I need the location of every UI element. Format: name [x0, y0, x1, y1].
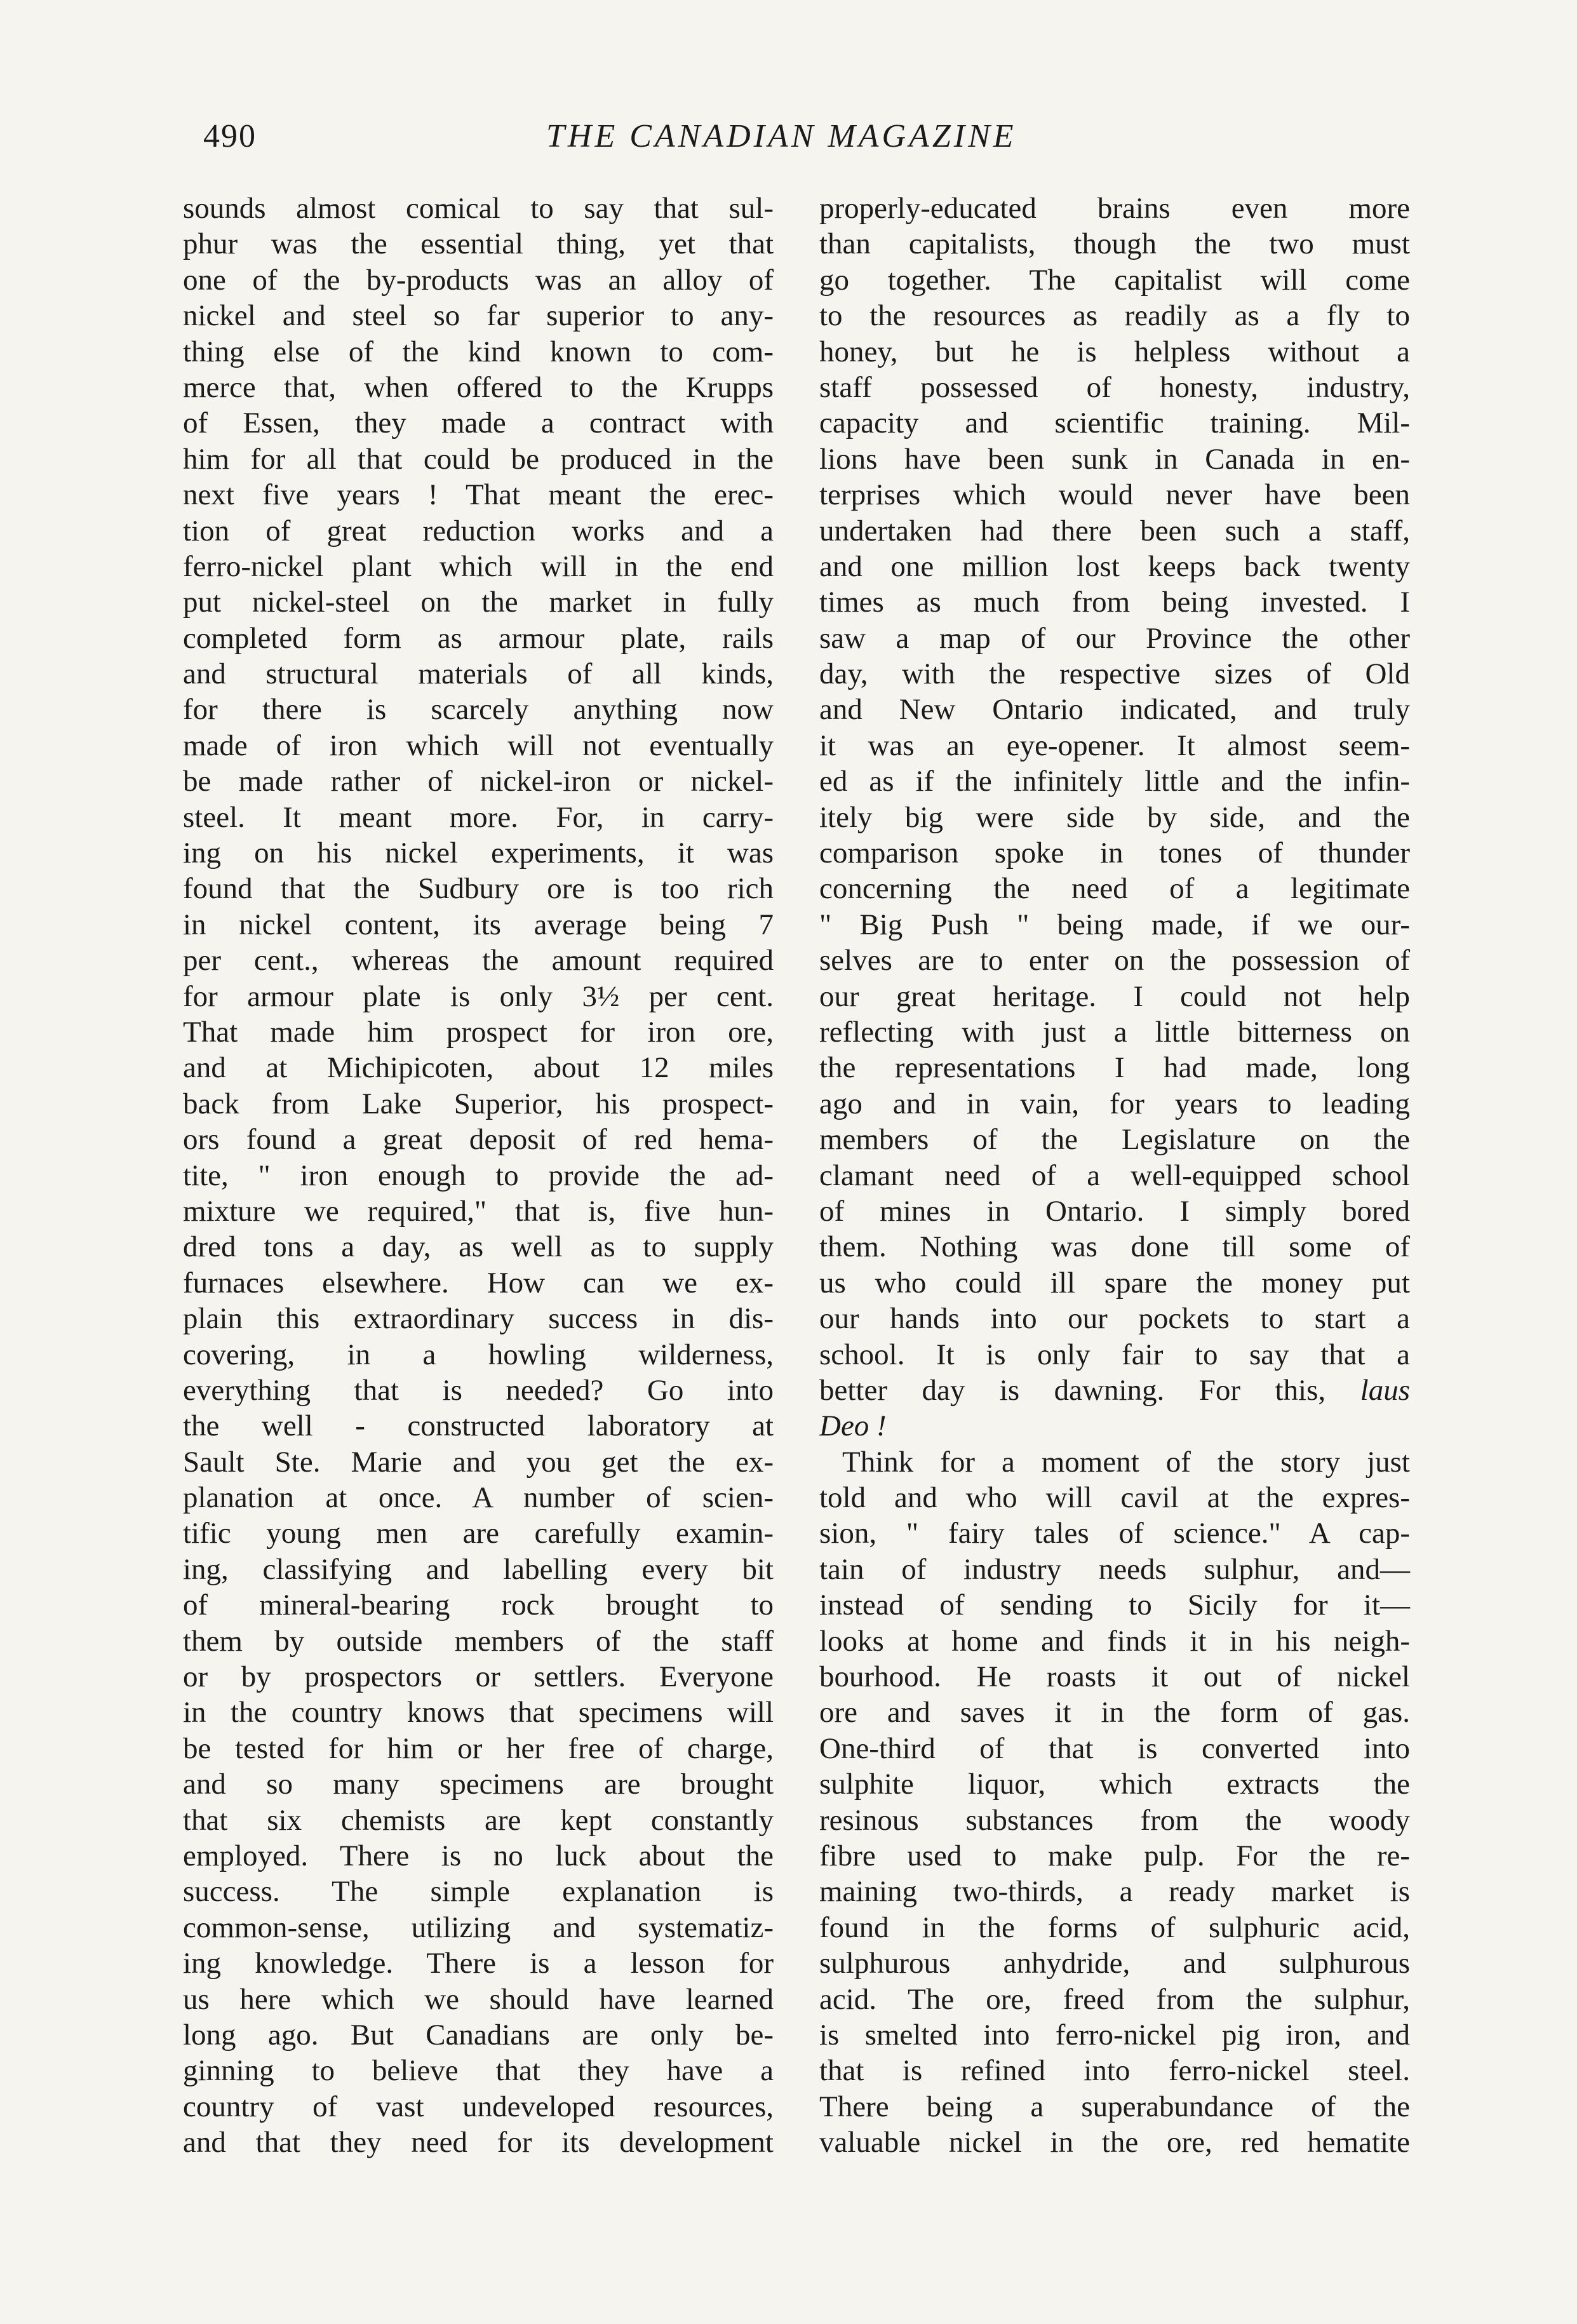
- page-header: [203, 118, 1410, 162]
- text-line: the well - constructed laboratory at: [183, 1409, 774, 1443]
- text-line: tion of great reduction works and a: [183, 514, 774, 547]
- text-line: bourhood. He roasts it out of nickel: [819, 1660, 1410, 1694]
- text-line: ore and saves it in the form of gas.: [819, 1696, 1410, 1730]
- text-line: made of iron which will not eventually: [183, 729, 774, 762]
- text-line: of mineral-bearing rock brought to: [183, 1589, 774, 1622]
- text-line: of mines in Ontario. I simply bored: [819, 1194, 1410, 1228]
- italic-phrase: laus: [1360, 1373, 1410, 1407]
- text-line: planation at once. A number of scien-: [183, 1481, 774, 1515]
- text-line: tain of industry needs sulphur, and—: [819, 1552, 1410, 1586]
- text-line: resinous substances from the woody: [819, 1803, 1410, 1837]
- text-line: day, with the respective sizes of Old: [819, 657, 1410, 691]
- text-line: one of the by-products was an alloy of: [183, 263, 774, 297]
- text-line: sounds almost comical to say that sul-: [183, 192, 774, 225]
- text-line: plain this extraordinary success in dis-: [183, 1302, 774, 1336]
- text-fragment: better day is dawning. For this,: [819, 1373, 1360, 1407]
- text-line: maining two-thirds, a ready market is: [819, 1875, 1410, 1909]
- text-line: [819, 1373, 1410, 1408]
- text-line: tite, " iron enough to provide the ad-: [183, 1159, 774, 1192]
- text-line: our hands into our pockets to start a: [819, 1302, 1410, 1336]
- text-line: reflecting with just a little bitterness on: [819, 1015, 1410, 1049]
- text-line: One-third of that is converted into: [819, 1731, 1410, 1765]
- text-line: that six chemists are kept constantly: [183, 1803, 774, 1837]
- text-line: phur was the essential thing, yet that: [183, 227, 774, 261]
- text-line: dred tons a day, as well as to supply: [183, 1230, 774, 1264]
- text-line: in the country knows that specimens will: [183, 1696, 774, 1730]
- text-line: Deo !: [819, 1409, 887, 1443]
- right-column: [819, 191, 1410, 2160]
- text-line: them. Nothing was done till some of: [819, 1230, 1410, 1264]
- text-line: country of vast undeveloped resources,: [183, 2090, 774, 2123]
- text-line: capacity and scientific training. Mil-: [819, 406, 1410, 440]
- text-line: that is refined into ferro-nickel steel.: [819, 2054, 1410, 2088]
- text-line: tific young men are carefully examin-: [183, 1517, 774, 1550]
- text-line: and one million lost keeps back twenty: [819, 549, 1410, 583]
- text-line: fibre used to make pulp. For the re-: [819, 1839, 1410, 1872]
- text-line: sulphite liquor, which extracts the: [819, 1768, 1410, 1801]
- text-line: him for all that could be produced in the: [183, 442, 774, 476]
- text-line: ing knowledge. There is a lesson for: [183, 1947, 774, 1980]
- text-line: us who could ill spare the money put: [819, 1266, 1410, 1300]
- running-title: THE CANADIAN MAGAZINE: [546, 118, 1017, 154]
- text-line: terprises which would never have been: [819, 478, 1410, 512]
- text-line: furnaces elsewhere. How can we ex-: [183, 1266, 774, 1300]
- text-line: found that the Sudbury ore is too rich: [183, 872, 774, 906]
- text-line: for armour plate is only 3½ per cent.: [183, 979, 774, 1013]
- text-line: concerning the need of a legitimate: [819, 872, 1410, 906]
- text-line: and so many specimens are brought: [183, 1768, 774, 1801]
- text-line: told and who will cavil at the expres-: [819, 1481, 1410, 1515]
- text-line: success. The simple explanation is: [183, 1875, 774, 1909]
- text-line: per cent., whereas the amount required: [183, 944, 774, 977]
- text-line: Sault Ste. Marie and you get the ex-: [183, 1445, 774, 1479]
- text-line: ago and in vain, for years to leading: [819, 1087, 1410, 1120]
- text-line: us here which we should have learned: [183, 1982, 774, 2016]
- text-line: completed form as armour plate, rails: [183, 621, 774, 655]
- text-line: clamant need of a well-equipped school: [819, 1159, 1410, 1192]
- text-line: thing else of the kind known to com-: [183, 335, 774, 368]
- text-line: Think for a moment of the story just: [842, 1445, 1410, 1479]
- text-line: the representations I had made, long: [819, 1051, 1410, 1085]
- text-line: next five years ! That meant the erec-: [183, 478, 774, 512]
- text-line: ferro-nickel plant which will in the end: [183, 549, 774, 583]
- text-line: be tested for him or her free of charge,: [183, 1731, 774, 1765]
- text-line: nickel and steel so far superior to any-: [183, 299, 774, 333]
- text-line: steel. It meant more. For, in carry-: [183, 800, 774, 834]
- text-line: looks at home and finds it in his neigh-: [819, 1624, 1410, 1658]
- text-line: in nickel content, its average being 7: [183, 908, 774, 941]
- text-line: comparison spoke in tones of thunder: [819, 836, 1410, 870]
- text-line: selves are to enter on the possession of: [819, 944, 1410, 977]
- text-line: for there is scarcely anything now: [183, 693, 774, 727]
- text-line: ing on his nickel experiments, it was: [183, 836, 774, 870]
- text-line: There being a superabundance of the: [819, 2090, 1410, 2123]
- left-column: [183, 191, 774, 2160]
- text-line: school. It is only fair to say that a: [819, 1338, 1410, 1371]
- text-line: back from Lake Superior, his prospect-: [183, 1087, 774, 1120]
- text-line: instead of sending to Sicily for it—: [819, 1589, 1410, 1622]
- text-line: long ago. But Canadians are only be-: [183, 2018, 774, 2052]
- text-line: than capitalists, though the two must: [819, 227, 1410, 261]
- text-line: properly-educated brains even more: [819, 192, 1410, 225]
- text-line: ors found a great deposit of red hema-: [183, 1123, 774, 1157]
- text-line: and structural materials of all kinds,: [183, 657, 774, 691]
- text-line: be made rather of nickel-iron or nickel-: [183, 765, 774, 798]
- text-line: undertaken had there been such a staff,: [819, 514, 1410, 547]
- text-line: or by prospectors or settlers. Everyone: [183, 1660, 774, 1694]
- text-line: everything that is needed? Go into: [183, 1373, 774, 1407]
- text-line: ed as if the infinitely little and the infin-: [819, 765, 1410, 798]
- text-line: and New Ontario indicated, and truly: [819, 693, 1410, 727]
- text-line: it was an eye-opener. It almost seem-: [819, 729, 1410, 762]
- text-line: sulphurous anhydride, and sulphurous: [819, 1947, 1410, 1980]
- text-line: covering, in a howling wilderness,: [183, 1338, 774, 1371]
- text-line: acid. The ore, freed from the sulphur,: [819, 1982, 1410, 2016]
- text-line: times as much from being invested. I: [819, 586, 1410, 619]
- text-line: mixture we required," that is, five hun-: [183, 1194, 774, 1228]
- text-line: itely big were side by side, and the: [819, 800, 1410, 834]
- text-line: sion, " fairy tales of science." A cap-: [819, 1517, 1410, 1550]
- text-line: them by outside members of the staff: [183, 1624, 774, 1658]
- text-line: put nickel-steel on the market in fully: [183, 586, 774, 619]
- text-line: and at Michipicoten, about 12 miles: [183, 1051, 774, 1085]
- text-line: of Essen, they made a contract with: [183, 406, 774, 440]
- text-line: members of the Legislature on the: [819, 1123, 1410, 1157]
- text-line: go together. The capitalist will come: [819, 263, 1410, 297]
- text-line: found in the forms of sulphuric acid,: [819, 1911, 1410, 1944]
- page-number: 490: [203, 118, 257, 154]
- text-line: to the resources as readily as a fly to: [819, 299, 1410, 333]
- text-line: merce that, when offered to the Krupps: [183, 370, 774, 404]
- text-line: ing, classifying and labelling every bit: [183, 1552, 774, 1586]
- text-line: and that they need for its development: [183, 2126, 774, 2159]
- text-line: saw a map of our Province the other: [819, 621, 1410, 655]
- text-line: honey, but he is helpless without a: [819, 335, 1410, 368]
- text-line: our great heritage. I could not help: [819, 979, 1410, 1013]
- text-line: " Big Push " being made, if we our-: [819, 908, 1410, 941]
- text-line: lions have been sunk in Canada in en-: [819, 442, 1410, 476]
- text-line: That made him prospect for iron ore,: [183, 1015, 774, 1049]
- text-line: common-sense, utilizing and systematiz-: [183, 1911, 774, 1944]
- text-line: employed. There is no luck about the: [183, 1839, 774, 1872]
- text-line: valuable nickel in the ore, red hematite: [819, 2126, 1410, 2159]
- text-line: is smelted into ferro-nickel pig iron, and: [819, 2018, 1410, 2052]
- text-line: ginning to believe that they have a: [183, 2054, 774, 2088]
- text-line: staff possessed of honesty, industry,: [819, 370, 1410, 404]
